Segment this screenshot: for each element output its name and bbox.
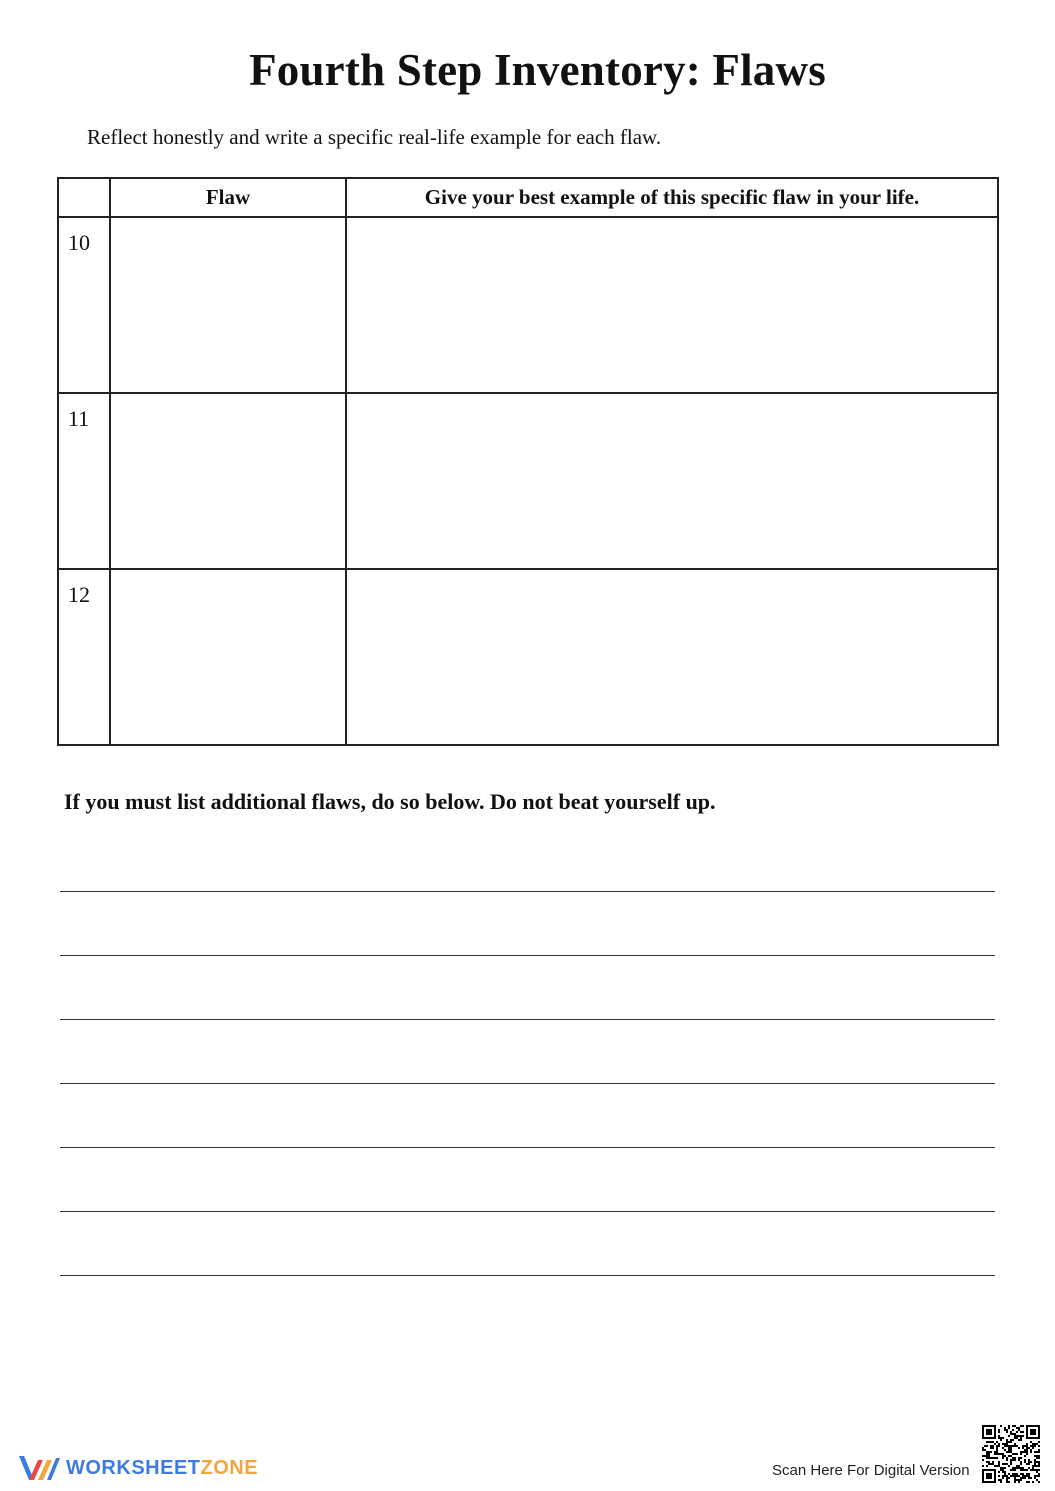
row-number-cell (58, 569, 110, 745)
flaws-table (57, 177, 999, 746)
header-example: Give your best example of this specific flaw in your life. (346, 178, 998, 217)
table-row (58, 217, 998, 393)
brand (16, 1450, 258, 1486)
table-row (58, 393, 998, 569)
row-number: 10 (68, 230, 90, 255)
qr-code-icon[interactable] (982, 1425, 1040, 1483)
writing-line[interactable] (60, 1211, 995, 1212)
writing-line[interactable] (60, 1083, 995, 1084)
worksheetzone-logo-icon (16, 1450, 60, 1486)
table-row (58, 569, 998, 745)
instructions: Reflect honestly and write a specific real-life example for each flaw. (87, 125, 662, 149)
flaw-cell[interactable] (110, 217, 346, 393)
table-header-row (58, 178, 998, 217)
row-number: 11 (68, 406, 90, 431)
writing-line[interactable] (60, 955, 995, 956)
scan-text: Scan Here For Digital Version (772, 1462, 970, 1479)
header-number (58, 178, 110, 217)
writing-line[interactable] (60, 1275, 995, 1276)
flaw-cell[interactable] (110, 569, 346, 745)
brand-name-part2: ZONE (200, 1456, 259, 1479)
flaw-cell[interactable] (110, 393, 346, 569)
row-number-cell (58, 217, 110, 393)
writing-line[interactable] (60, 1147, 995, 1148)
header-flaw: Flaw (110, 178, 346, 217)
example-cell[interactable] (346, 393, 998, 569)
brand-name (66, 1457, 258, 1480)
writing-line[interactable] (60, 1019, 995, 1020)
page-title: Fourth Step Inventory: Flaws (249, 45, 826, 95)
additional-flaws-prompt: If you must list additional flaws, do so below. Do not beat yourself up. (64, 789, 716, 814)
writing-line[interactable] (60, 891, 995, 892)
example-cell[interactable] (346, 217, 998, 393)
brand-name-part1: WORKSHEET (66, 1456, 201, 1479)
row-number-cell (58, 393, 110, 569)
row-number: 12 (68, 582, 90, 607)
example-cell[interactable] (346, 569, 998, 745)
